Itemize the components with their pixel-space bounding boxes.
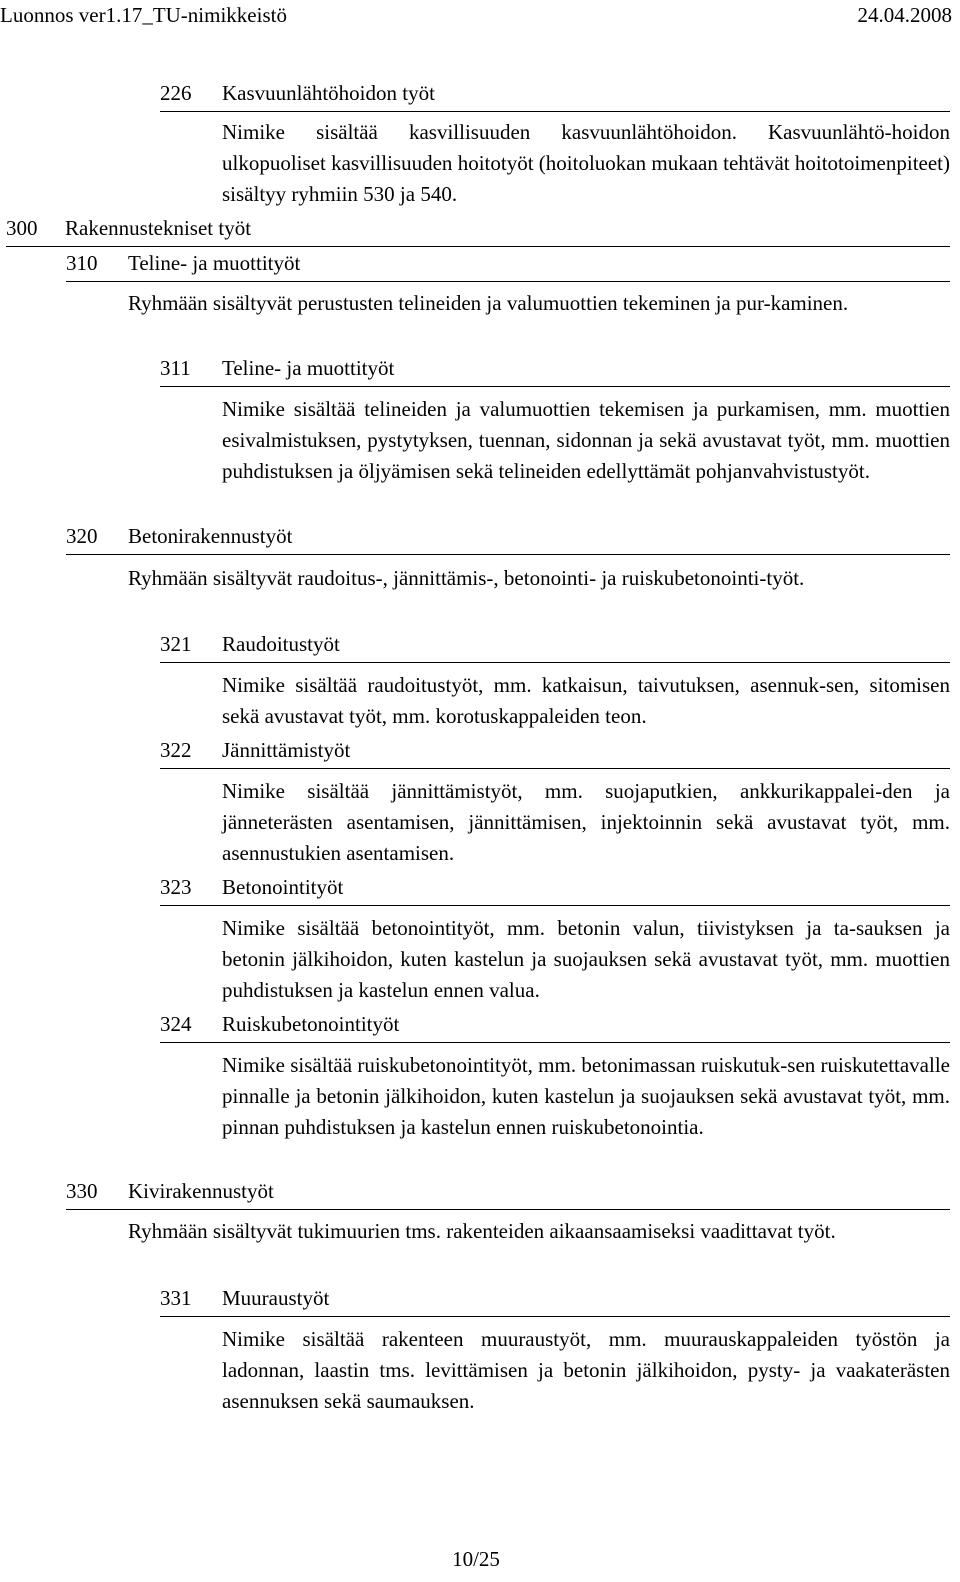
section-code: 331 [160, 1286, 192, 1310]
section-226-heading [160, 78, 950, 112]
section-title: Ruiskubetonointityöt [222, 1012, 400, 1036]
section-324-description: Nimike sisältää ruiskubetonointityöt, mm. betonimassan ruiskutuk-sen ruiskutettavalle pinnalle ja betonin jälkihoidon, kuten kastelun ja suojauksen sekä avustavat työt, mm. pinnan puhdistuksen ja kastelun ennen ruiskubetonointia. [222, 1053, 950, 1139]
section-title: Kasvuunlähtöhoidon työt [222, 81, 435, 105]
section-title: Kivirakennustyöt [128, 1179, 274, 1203]
section-code: 300 [6, 216, 38, 240]
section-330-heading [66, 1176, 950, 1210]
section-323-description: Nimike sisältää betonointityöt, mm. betonin valun, tiivistyksen ja ta-sauksen ja betonin jälkihoidon, kuten kastelun ja suojauksen sekä avustavat työt, mm. muottien puhdistuksen ja kastelun ennen valua. [222, 916, 950, 1002]
section-code: 310 [66, 251, 98, 275]
section-310-description: Ryhmään sisältyvät perustusten telineiden ja valumuottien tekeminen ja pur-kaminen. [128, 291, 849, 315]
document-date: 24.04.2008 [857, 3, 952, 27]
section-title: Jännittämistyöt [222, 738, 351, 762]
section-320-heading [66, 521, 950, 555]
page-number: 10/25 [452, 1547, 500, 1571]
section-322-heading [160, 735, 950, 769]
section-321-description: Nimike sisältää raudoitustyöt, mm. katkaisun, taivutuksen, asennuk-sen, sitomisen sekä avustavat työt, mm. korotuskappaleiden teon. [222, 673, 950, 728]
section-title: Muuraustyöt [222, 1286, 330, 1310]
section-code: 320 [66, 524, 98, 548]
section-code: 330 [66, 1179, 98, 1203]
section-code: 311 [160, 356, 191, 380]
section-323-heading [160, 872, 950, 906]
section-331-description: Nimike sisältää rakenteen muuraustyöt, mm. muurauskappaleiden työstön ja ladonnan, laastin tms. levittämisen ja betonin jälkihoidon, pysty- ja vaakaterästen asennuksen sekä saumauksen. [222, 1327, 950, 1413]
section-322-description: Nimike sisältää jännittämistyöt, mm. suojaputkien, ankkurikappalei-den ja jänneterästen asentamisen, jännittämisen, injektoinnin sekä avustavat työt, mm. asennustukien asentamisen. [222, 779, 950, 865]
section-code: 322 [160, 738, 192, 762]
section-title: Raudoitustyöt [222, 632, 340, 656]
section-code: 324 [160, 1012, 192, 1036]
section-324-heading [160, 1009, 950, 1043]
section-311-heading [160, 353, 950, 387]
section-311-description: Nimike sisältää telineiden ja valumuottien tekemisen ja purkamisen, mm. muottien esivalmistuksen, pystytyksen, tuennan, sidonnan ja sekä avustavat työt, mm. muottien puhdistuksen ja öljyämisen sekä telineiden edellyttämät pohjanvahvistustyöt. [222, 397, 950, 483]
section-title: Betonirakennustyöt [128, 524, 293, 548]
section-310-heading [66, 248, 950, 282]
section-title: Betonointityöt [222, 875, 344, 899]
section-title: Teline- ja muottityöt [128, 251, 301, 275]
section-code: 323 [160, 875, 192, 899]
section-321-heading [160, 629, 950, 663]
document-title: Luonnos ver1.17_TU-nimikkeistö [0, 3, 287, 27]
section-code: 321 [160, 632, 192, 656]
section-330-description: Ryhmään sisältyvät tukimuurien tms. rakenteiden aikaansaamiseksi vaadittavat työt. [128, 1219, 836, 1243]
section-226-description: Nimike sisältää kasvillisuuden kasvuunlähtöhoidon. Kasvuunlähtö-hoidon ulkopuoliset kasvillisuuden hoitotyöt (hoitoluokan mukaan tehtävät hoitotoimenpiteet) sisältyy ryhmiin 530 ja 540. [222, 120, 950, 206]
section-title: Rakennustekniset työt [65, 216, 252, 240]
section-code: 226 [160, 81, 192, 105]
section-331-heading [160, 1283, 950, 1317]
section-320-description: Ryhmään sisältyvät raudoitus-, jännittämis-, betonointi- ja ruiskubetonointi-työt. [128, 566, 805, 590]
page-header [0, 0, 952, 32]
section-title: Teline- ja muottityöt [222, 356, 395, 380]
section-300-heading [6, 213, 950, 247]
